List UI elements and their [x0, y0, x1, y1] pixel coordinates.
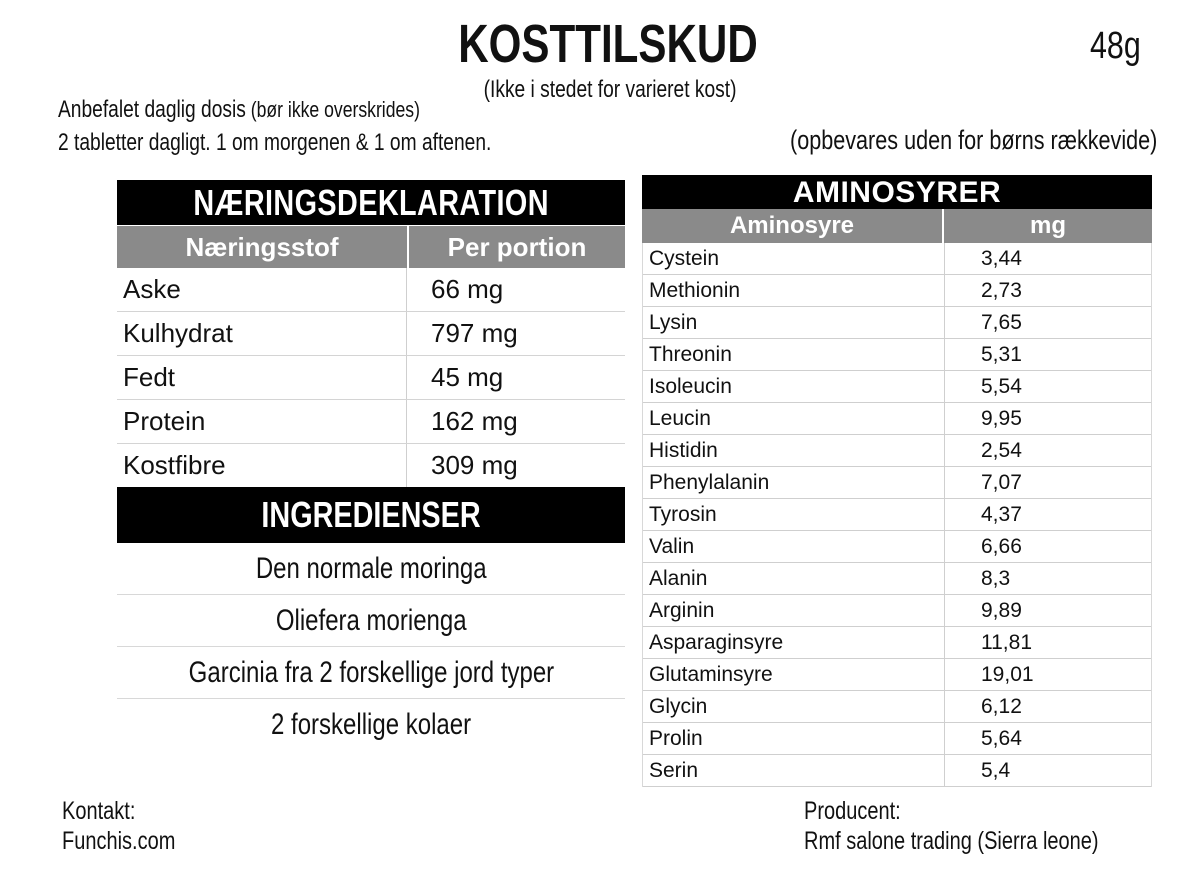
table-row: [117, 268, 625, 312]
amino-name: Cystein: [643, 243, 945, 274]
amino-value: 8,3: [981, 567, 1011, 590]
amino-value: 19,01: [981, 663, 1034, 686]
nutrient-name: Kostfibre: [117, 444, 407, 487]
dosage-label-main: Anbefalet: [58, 96, 140, 123]
ingredient-text: 2 forskellige kolaer: [270, 708, 472, 741]
nutrition-table: [117, 180, 625, 488]
dosage-instructions-text: 2 tabletter dagligt. 1 om morgenen & 1 om aftenen.: [58, 129, 492, 156]
ingredient-text: Den normale moringa: [255, 552, 487, 585]
amino-value: 2,54: [981, 439, 1022, 462]
table-row: [643, 563, 1151, 595]
amino-value: 6,66: [981, 535, 1022, 558]
amino-name: Tyrosin: [643, 499, 945, 530]
nutrient-value: 45 mg: [431, 362, 504, 392]
amino-name: Glutaminsyre: [643, 659, 945, 690]
amino-value: 3,44: [981, 247, 1022, 270]
nutrition-title-text: NÆRINGSDEKLARATION: [193, 182, 549, 223]
amino-name: Methionin: [643, 275, 945, 306]
ingredients-section: [117, 487, 625, 750]
nutrient-value: 797 mg: [431, 318, 518, 348]
table-row: [117, 356, 625, 400]
amino-value: 7,07: [981, 471, 1022, 494]
amino-table: [642, 175, 1152, 787]
amino-name: Prolin: [643, 723, 945, 754]
page-title: [0, 14, 1200, 74]
amino-value: 9,89: [981, 599, 1022, 622]
nutrient-name: Fedt: [117, 356, 407, 399]
table-row: [643, 531, 1151, 563]
ingredients-title: [117, 487, 625, 543]
net-weight: [1090, 24, 1153, 68]
contact-website: [62, 826, 204, 856]
table-row: [643, 243, 1151, 275]
nutrient-value: 66 mg: [431, 274, 504, 304]
page-subtitle-text: (Ikke i stedet for varieret kost): [483, 76, 737, 103]
list-item: [117, 647, 625, 699]
storage-note: [790, 124, 1200, 156]
table-row: [643, 307, 1151, 339]
amino-value: 4,37: [981, 503, 1022, 526]
amino-col-mg: mg: [1030, 212, 1066, 239]
ingredient-text: Oliefera morienga: [275, 604, 467, 637]
table-row: [117, 312, 625, 356]
table-row: [643, 627, 1151, 659]
amino-name: Threonin: [643, 339, 945, 370]
nutrient-name: Aske: [117, 268, 407, 311]
amino-value: 5,31: [981, 343, 1022, 366]
amino-header-row: [642, 209, 1152, 243]
table-row: [643, 371, 1151, 403]
amino-value: 5,64: [981, 727, 1022, 750]
contact-label: [62, 796, 154, 826]
amino-name: Histidin: [643, 435, 945, 466]
contact-label-text: Kontakt:: [62, 797, 136, 825]
nutrient-name: Protein: [117, 400, 407, 443]
amino-body: [642, 243, 1152, 787]
table-row: [643, 659, 1151, 691]
amino-name: Lysin: [643, 307, 945, 338]
table-row: [117, 444, 625, 488]
table-row: [643, 339, 1151, 371]
storage-note-text: (opbevares uden for børns rækkevide): [790, 125, 1158, 155]
nutrition-col-portion: Per portion: [447, 232, 587, 262]
nutrition-col-nutrient: Næringsstof: [117, 226, 409, 268]
page-title-text: KOSTTILSKUD: [458, 14, 758, 74]
amino-title: AMINOSYRER: [642, 175, 1152, 209]
list-item: [117, 699, 625, 750]
nutrient-value: 162 mg: [431, 406, 518, 436]
amino-value: 5,54: [981, 375, 1022, 398]
table-row: [643, 467, 1151, 499]
producer-name-text: Rmf salone trading (Sierra leone): [804, 827, 1099, 855]
dosage-label-rest: daglig dosis: [139, 96, 246, 123]
amino-name: Valin: [643, 531, 945, 562]
amino-value: 6,12: [981, 695, 1022, 718]
dosage-heading: [58, 96, 510, 124]
amino-value: 11,81: [981, 631, 1032, 654]
table-row: [643, 595, 1151, 627]
nutrient-value: 309 mg: [431, 450, 518, 480]
table-row: [643, 723, 1151, 755]
list-item: [117, 595, 625, 647]
nutrition-header-row: [117, 226, 625, 268]
producer-label: [804, 796, 925, 826]
table-row: [643, 499, 1151, 531]
amino-name: Isoleucin: [643, 371, 945, 402]
amino-value: 5,4: [981, 759, 1011, 782]
table-row: [643, 755, 1151, 787]
table-row: [643, 275, 1151, 307]
dosage-instructions: [58, 128, 600, 158]
amino-name: Glycin: [643, 691, 945, 722]
amino-name: Phenylalanin: [643, 467, 945, 498]
amino-col-name: Aminosyre: [642, 209, 944, 243]
table-row: [643, 403, 1151, 435]
producer-label-text: Producent:: [804, 797, 901, 825]
amino-name: Asparaginsyre: [643, 627, 945, 658]
contact-website-text: Funchis.com: [62, 827, 176, 855]
amino-name: Alanin: [643, 563, 945, 594]
nutrient-name: Kulhydrat: [117, 312, 407, 355]
amino-value: 2,73: [981, 279, 1022, 302]
ingredient-text: Garcinia fra 2 forskellige jord typer: [188, 656, 554, 689]
table-row: [643, 435, 1151, 467]
dosage-note: (bør ikke overskrides): [245, 97, 420, 122]
net-weight-text: 48g: [1090, 25, 1141, 67]
dosage-heading-text: [58, 96, 420, 124]
producer-name: [804, 826, 1172, 856]
amino-value: 7,65: [981, 311, 1022, 334]
table-row: [643, 691, 1151, 723]
ingredients-title-text: INGREDIENSER: [261, 494, 481, 535]
list-item: [117, 543, 625, 595]
amino-name: Leucin: [643, 403, 945, 434]
amino-value: 9,95: [981, 407, 1022, 430]
amino-name: Arginin: [643, 595, 945, 626]
amino-name: Serin: [643, 755, 945, 786]
table-row: [117, 400, 625, 444]
nutrition-title: [117, 180, 625, 225]
